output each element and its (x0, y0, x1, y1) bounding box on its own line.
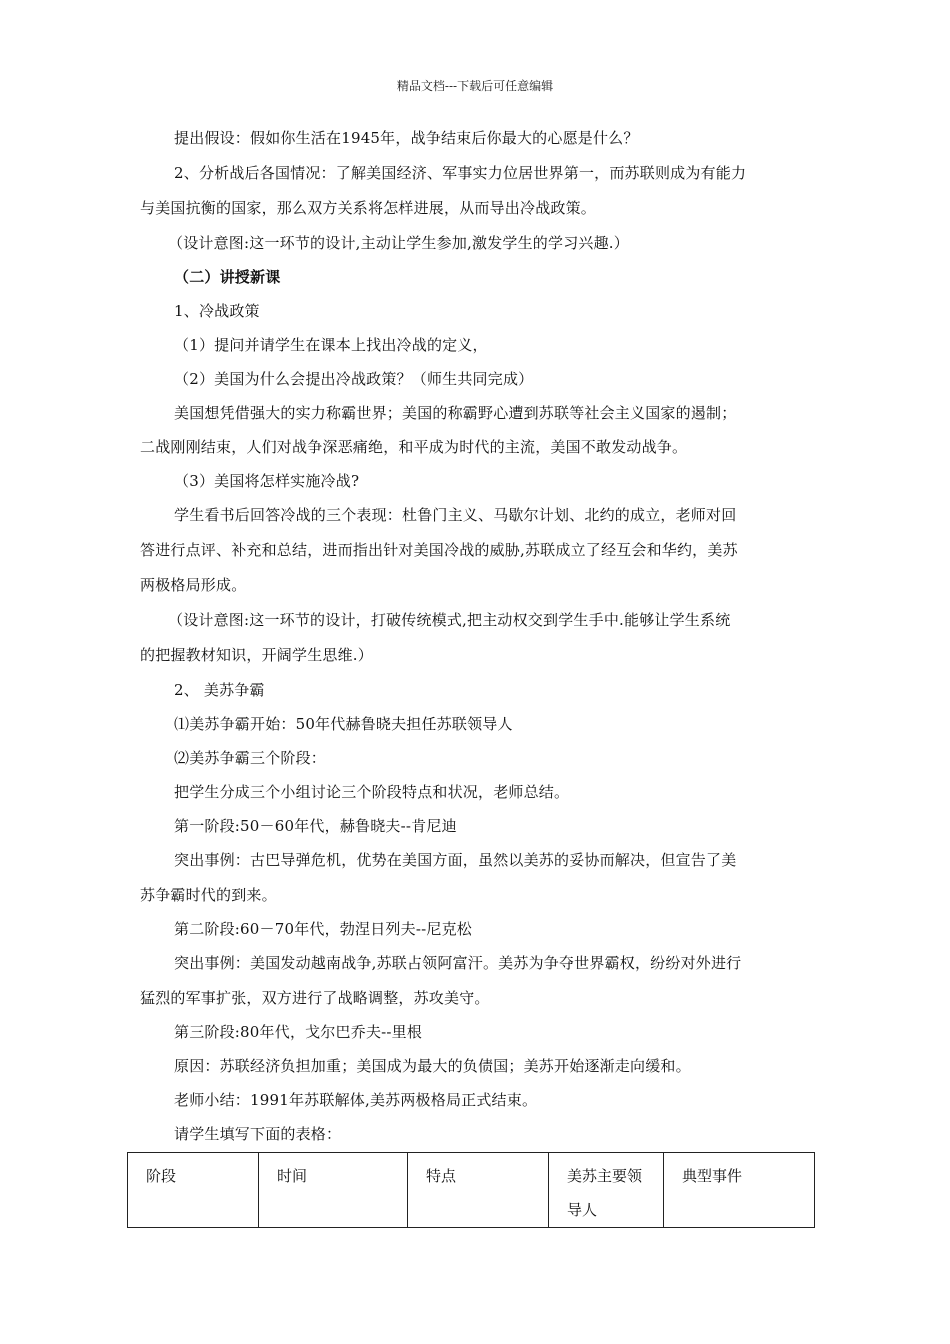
table-header-row (128, 1153, 815, 1228)
design-intent-2-cont: 的把握教材知识，开阔学生思维.） (140, 646, 373, 664)
item-3-how: （3）美国将怎样实施冷战? (174, 472, 360, 490)
section-heading-new-lesson: （二）讲授新课 (174, 268, 281, 286)
stage-3-reason: 原因：苏联经济负担加重；美国成为最大的负债国；美苏开始逐渐走向缓和。 (174, 1057, 691, 1075)
group-discussion: 把学生分成三个小组讨论三个阶段特点和状况，老师总结。 (174, 783, 570, 801)
item-1-definition: （1）提问并请学生在课本上找出冷战的定义， (174, 336, 488, 354)
header-leaders: 美苏主要领导人 (549, 1153, 664, 1228)
stage-2-example-cont: 猛烈的军事扩张，双方进行了战略调整，苏攻美守。 (140, 989, 490, 1007)
header-stage: 阶段 (128, 1153, 259, 1228)
header-typical-events: 典型事件 (664, 1153, 815, 1228)
table-instruction: 请学生填写下面的表格： (174, 1125, 342, 1143)
stage-2-example: 突出事例：美国发动越南战争,苏联占领阿富汗。美苏为争夺世界霸权，纷纷对外进行 (174, 954, 742, 972)
stage-1-example-cont: 苏争霸时代的到来。 (140, 886, 277, 904)
item-2-why: （2）美国为什么会提出冷战政策？（师生共同完成） (174, 370, 534, 388)
stage-1-example: 突出事例：古巴导弹危机，优势在美国方面，虽然以美苏的妥协而解决，但宣告了美 (174, 851, 737, 869)
answer-line-2: 二战刚刚结束，人们对战争深恶痛绝，和平成为时代的主流，美国不敢发动战争。 (140, 438, 688, 456)
design-intent-2: （设计意图:这一环节的设计，打破传统模式,把主动权交到学生手中.能够让学生系统 (168, 611, 731, 629)
rivalry-stages: ⑵美苏争霸三个阶段： (174, 749, 327, 767)
students-answer-line-2: 答进行点评、补充和总结，进而指出针对美国冷战的威胁,苏联成立了经互会和华约，美苏 (140, 541, 738, 559)
rivalry-start: ⑴美苏争霸开始：50年代赫鲁晓夫担任苏联领导人 (174, 715, 513, 733)
hypothesis-line: 提出假设：假如你生活在1945年，战争结束后你最大的心愿是什么？ (174, 129, 639, 147)
stage-1: 第一阶段:50－60年代，赫鲁晓夫--肯尼迪 (174, 817, 457, 835)
teacher-summary: 老师小结：1991年苏联解体,美苏两极格局正式结束。 (174, 1091, 538, 1109)
stage-3: 第三阶段:80年代，戈尔巴乔夫--里根 (174, 1023, 423, 1041)
header-time: 时间 (259, 1153, 408, 1228)
students-answer-line-1: 学生看书后回答冷战的三个表现：杜鲁门主义、马歇尔计划、北约的成立，老师对回 (174, 506, 737, 524)
header-features: 特点 (408, 1153, 549, 1228)
design-intent-1: （设计意图:这一环节的设计,主动让学生参加,激发学生的学习兴趣.） (168, 234, 629, 252)
answer-line-1: 美国想凭借强大的实力称霸世界；美国的称霸野心遭到苏联等社会主义国家的遏制； (174, 404, 737, 422)
stage-2: 第二阶段:60－70年代，勃涅日列夫--尼克松 (174, 920, 472, 938)
analysis-line-cont: 与美国抗衡的国家，那么双方关系将怎样进展，从而导出冷战政策。 (140, 199, 597, 217)
students-answer-line-3: 两极格局形成。 (140, 576, 247, 594)
analysis-line: 2、分析战后各国情况：了解美国经济、军事实力位居世界第一，而苏联则成为有能力 (174, 164, 747, 182)
subsection-cold-war-policy: 1、冷战政策 (174, 302, 260, 320)
page-header: 精品文档---下载后可任意编辑 (396, 79, 554, 93)
subsection-us-soviet-rivalry: 2、 美苏争霸 (174, 681, 265, 699)
summary-table (127, 1152, 815, 1228)
